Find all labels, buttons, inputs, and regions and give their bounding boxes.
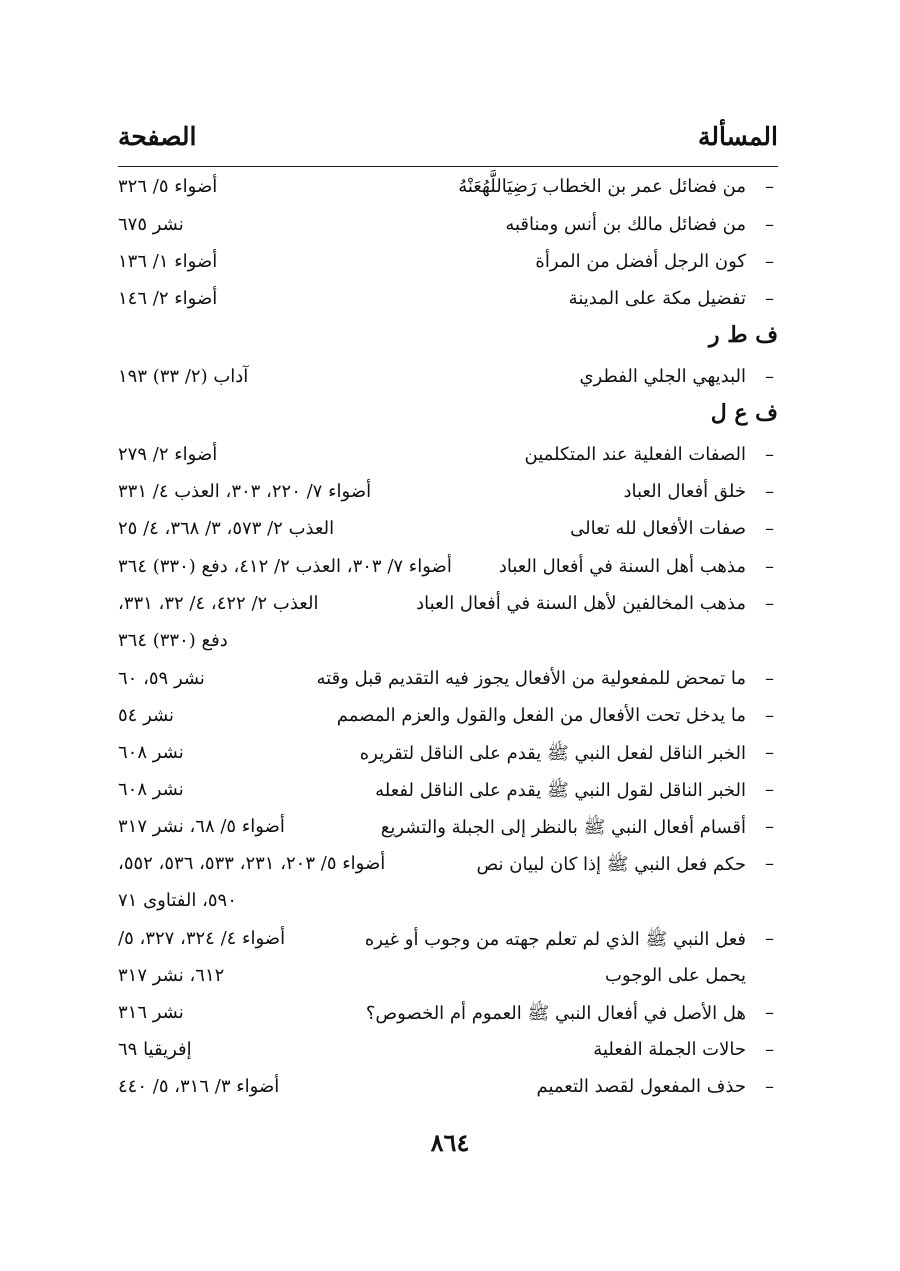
entry-topic: خلق أفعال العباد bbox=[623, 481, 746, 502]
entry-topic: كون الرجل أفضل من المرأة bbox=[535, 251, 746, 272]
index-entry bbox=[118, 736, 778, 770]
entry-topic: ما يدخل تحت الأفعال من الفعل والقول والعزم المصمم bbox=[336, 705, 746, 726]
index-entry bbox=[118, 996, 778, 1030]
index-entry-continuation bbox=[118, 959, 778, 993]
bullet-dash: – bbox=[765, 556, 774, 577]
bullet-dash: – bbox=[765, 251, 774, 272]
index-entry bbox=[118, 512, 778, 546]
entry-topic: حالات الجملة الفعلية bbox=[593, 1039, 746, 1060]
bullet-dash: – bbox=[765, 214, 774, 235]
entry-ref: أضواء ١/ ١٣٦ bbox=[118, 251, 218, 272]
entry-topic: من فضائل عمر بن الخطاب رَضِيَاللَّهُعَنْهُ bbox=[458, 176, 746, 197]
index-entry bbox=[118, 922, 778, 956]
entry-ref: نشر ٦٠٨ bbox=[118, 779, 184, 800]
index-entry bbox=[118, 245, 778, 279]
index-entry bbox=[118, 662, 778, 696]
bullet-dash: – bbox=[765, 481, 774, 502]
entry-topic: هل الأصل في أفعال النبي ﷺ العموم أم الخصوص؟ bbox=[365, 1003, 746, 1024]
topic-column-header: المسألة bbox=[698, 122, 778, 151]
bullet-dash: – bbox=[765, 1076, 774, 1097]
entry-ref: إفريقيا ٦٩ bbox=[118, 1039, 192, 1060]
entry-ref: أضواء ٧/ ٣٠٣، العذب ٢/ ٤١٢، دفع (٣٣٠) ٣٦٤ bbox=[118, 556, 452, 577]
index-entry bbox=[118, 847, 778, 881]
entry-topic: البديهي الجلي الفطري bbox=[579, 366, 746, 387]
entry-topic: فعل النبي ﷺ الذي لم تعلم جهته من وجوب أو غيره bbox=[364, 929, 746, 950]
index-entry bbox=[118, 587, 778, 621]
entry-topic: مذهب أهل السنة في أفعال العباد bbox=[498, 556, 746, 577]
entry-ref: أضواء ٤/ ٣٢٤، ٣٢٧، ٥/ bbox=[118, 928, 286, 949]
entry-ref: نشر ٦٧٥ bbox=[118, 214, 184, 235]
page-number: ٨٦٤ bbox=[430, 1128, 470, 1157]
entry-ref: نشر ٥٤ bbox=[118, 705, 175, 726]
entry-topic: الصفات الفعلية عند المتكلمين bbox=[524, 444, 746, 465]
bullet-dash: – bbox=[765, 928, 774, 949]
index-entry bbox=[118, 1070, 778, 1104]
bullet-dash: – bbox=[765, 366, 774, 387]
index-entry bbox=[118, 1033, 778, 1067]
entry-ref: أضواء ٧/ ٢٢٠، ٣٠٣، العذب ٤/ ٣٣١ bbox=[118, 481, 372, 502]
index-entry bbox=[118, 773, 778, 807]
index-entry-continuation bbox=[118, 884, 778, 918]
index-entry bbox=[118, 170, 778, 204]
entry-topic: حذف المفعول لقصد التعميم bbox=[536, 1076, 746, 1097]
entry-ref: أضواء ٥/ ٦٨، نشر ٣١٧ bbox=[118, 816, 285, 837]
bullet-dash: – bbox=[765, 176, 774, 197]
entry-ref: نشر ٦٠٨ bbox=[118, 742, 184, 763]
page-column-header: الصفحة bbox=[118, 122, 197, 151]
entry-ref: أضواء ٢/ ٢٧٩ bbox=[118, 444, 218, 465]
entry-ref: ٦١٢، نشر ٣١٧ bbox=[118, 965, 225, 986]
entry-topic-continuation: يحمل على الوجوب bbox=[605, 965, 746, 986]
entry-topic: صفات الأفعال لله تعالى bbox=[570, 518, 746, 539]
entry-topic: من فضائل مالك بن أنس ومناقبه bbox=[505, 214, 746, 235]
entry-ref-continuation: دفع (٣٣٠) ٣٦٤ bbox=[118, 630, 228, 651]
index-entry bbox=[118, 282, 778, 316]
entry-ref: آداب (٢/ ٣٣) ١٩٣ bbox=[118, 366, 249, 387]
entry-ref: أضواء ٢/ ١٤٦ bbox=[118, 288, 218, 309]
entry-topic: أقسام أفعال النبي ﷺ بالنظر إلى الجبلة والتشريع bbox=[380, 817, 746, 838]
entry-ref: العذب ٢/ ٤٢٢، ٤/ ٣٢، ٣٣١، bbox=[118, 593, 319, 614]
index-entry bbox=[118, 699, 778, 733]
entry-topic: مذهب المخالفين لأهل السنة في أفعال العباد bbox=[416, 593, 746, 614]
bullet-dash: – bbox=[765, 779, 774, 800]
entry-topic: ما تمحض للمفعولية من الأفعال يجوز فيه التقديم قبل وقته bbox=[316, 668, 746, 689]
entry-ref: أضواء ٥/ ٢٠٣، ٢٣١، ٥٣٣، ٥٣٦، ٥٥٢، bbox=[118, 853, 386, 874]
entry-ref: أضواء ٣/ ٣١٦، ٥/ ٤٤٠ bbox=[118, 1076, 280, 1097]
bullet-dash: – bbox=[765, 705, 774, 726]
entry-topic: الخبر الناقل لفعل النبي ﷺ يقدم على الناقل لتقريره bbox=[359, 743, 746, 764]
entry-ref: أضواء ٥/ ٣٢٦ bbox=[118, 176, 218, 197]
column-headers bbox=[118, 122, 778, 166]
section-heading: ف ع ل bbox=[710, 400, 778, 426]
bullet-dash: – bbox=[765, 742, 774, 763]
entry-ref: نشر ٥٩، ٦٠ bbox=[118, 668, 205, 689]
index-entry bbox=[118, 438, 778, 472]
bullet-dash: – bbox=[765, 518, 774, 539]
bullet-dash: – bbox=[765, 1002, 774, 1023]
index-entry bbox=[118, 810, 778, 844]
entry-topic: حكم فعل النبي ﷺ إذا كان لبيان نص bbox=[476, 854, 746, 875]
bullet-dash: – bbox=[765, 668, 774, 689]
index-entry bbox=[118, 360, 778, 394]
index-entry bbox=[118, 550, 778, 584]
header-rule bbox=[118, 166, 778, 167]
section-heading: ف ط ر bbox=[708, 322, 778, 348]
entry-ref: العذب ٢/ ٥٧٣، ٣/ ٣٦٨، ٤/ ٢٥ bbox=[118, 518, 335, 539]
bullet-dash: – bbox=[765, 593, 774, 614]
entry-topic: تفضيل مكة على المدينة bbox=[568, 288, 746, 309]
entry-ref-continuation: ٥٩٠، الفتاوى ٧١ bbox=[118, 890, 237, 911]
index-entry bbox=[118, 475, 778, 509]
bullet-dash: – bbox=[765, 288, 774, 309]
index-entry bbox=[118, 208, 778, 242]
bullet-dash: – bbox=[765, 816, 774, 837]
bullet-dash: – bbox=[765, 444, 774, 465]
entry-topic: الخبر الناقل لقول النبي ﷺ يقدم على الناقل لفعله bbox=[375, 780, 746, 801]
index-entry-continuation bbox=[118, 624, 778, 658]
bullet-dash: – bbox=[765, 1039, 774, 1060]
bullet-dash: – bbox=[765, 853, 774, 874]
entry-ref: نشر ٣١٦ bbox=[118, 1002, 184, 1023]
